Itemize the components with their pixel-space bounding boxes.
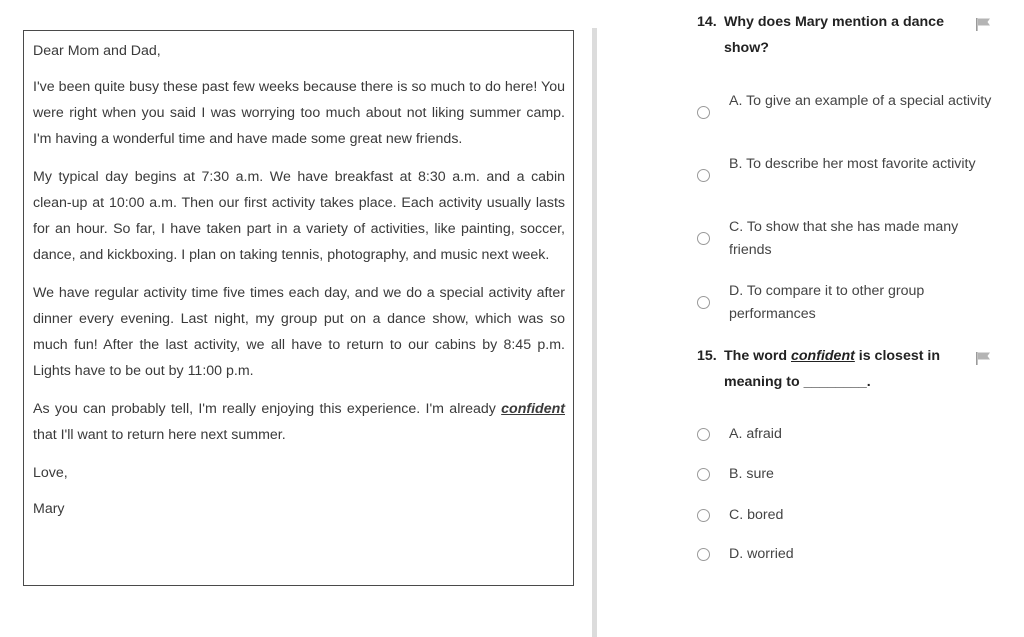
q14-option-c-radio[interactable] bbox=[697, 232, 710, 245]
passage-paragraph-1: I've been quite busy these past few weeks because there is so much to do here! You were right when you said I was worrying too much about not liking summer camp. I'm having a wonderful time and have made some great new friends. bbox=[33, 79, 565, 147]
q14-option-a-label: A. To give an example of a special activity bbox=[729, 93, 992, 109]
question-15 bbox=[697, 343, 997, 395]
q15-option-b-label: B. sure bbox=[729, 466, 774, 482]
q15-option-a-label: A. afraid bbox=[729, 426, 782, 442]
q15-option-c-radio[interactable] bbox=[697, 509, 710, 522]
paragraph-4-text-before: As you can probably tell, I'm really enjoying this experience. I'm already bbox=[33, 401, 502, 417]
question-15-text-before: The word bbox=[724, 348, 791, 364]
passage-paragraph-2: My typical day begins at 7:30 a.m. We have breakfast at 8:30 a.m. and a cabin clean-up at 10:00 a.m. Then our first activity takes place. Each activity usually lasts for an hour. So far, I have taken part in a variety of activities, like painting, soccer, dance, and kickboxing. I plan on taking tennis, photography, and music next week. bbox=[33, 169, 565, 263]
question-15-keyword: confident bbox=[791, 348, 855, 364]
passage-paragraph-4 bbox=[33, 396, 565, 448]
question-15-text bbox=[724, 343, 969, 395]
reading-passage bbox=[23, 30, 574, 586]
q15-option-a-radio[interactable] bbox=[697, 428, 710, 441]
q14-option-b-label: B. To describe her most favorite activity bbox=[729, 156, 976, 172]
question-15-number: 15. bbox=[697, 348, 717, 364]
q14-option-d-label: D. To compare it to other group performances bbox=[729, 283, 925, 322]
letter-greeting: Dear Mom and Dad, bbox=[33, 43, 161, 59]
q14-option-d-radio[interactable] bbox=[697, 296, 710, 309]
q15-option-b-radio[interactable] bbox=[697, 468, 710, 481]
question-14-number: 14. bbox=[697, 14, 717, 30]
letter-signature: Mary bbox=[33, 501, 65, 517]
q14-option-c-label: C. To show that she has made many friends bbox=[729, 219, 959, 258]
passage-paragraph-3: We have regular activity time five times each day, and we do a special activity after dinner every evening. Last night, my group put on a dance show, which was so much fun! After the last activity, we all have to return to our cabins by 8:45 p.m. Lights have to be out by 11:00 p.m. bbox=[33, 285, 565, 379]
question-14-text: Why does Mary mention a dance show? bbox=[724, 14, 944, 56]
q15-option-d-radio[interactable] bbox=[697, 548, 710, 561]
flag-icon[interactable] bbox=[975, 351, 991, 365]
question-14-title bbox=[697, 9, 997, 61]
question-15-title bbox=[697, 343, 997, 395]
q14-option-a-radio[interactable] bbox=[697, 106, 710, 119]
q15-option-d-label: D. worried bbox=[729, 546, 794, 562]
question-15-text-after: is closest in meaning to ________. bbox=[724, 348, 941, 390]
question-14 bbox=[697, 9, 997, 61]
pane-divider[interactable] bbox=[592, 28, 597, 637]
keyword-confident: confident bbox=[501, 401, 565, 417]
paragraph-4-text-after: that I'll want to return here next summer. bbox=[33, 427, 286, 443]
q14-option-b-radio[interactable] bbox=[697, 169, 710, 182]
q15-option-c-label: C. bored bbox=[729, 507, 784, 523]
letter-closing: Love, bbox=[33, 465, 68, 481]
flag-icon[interactable] bbox=[975, 17, 991, 31]
